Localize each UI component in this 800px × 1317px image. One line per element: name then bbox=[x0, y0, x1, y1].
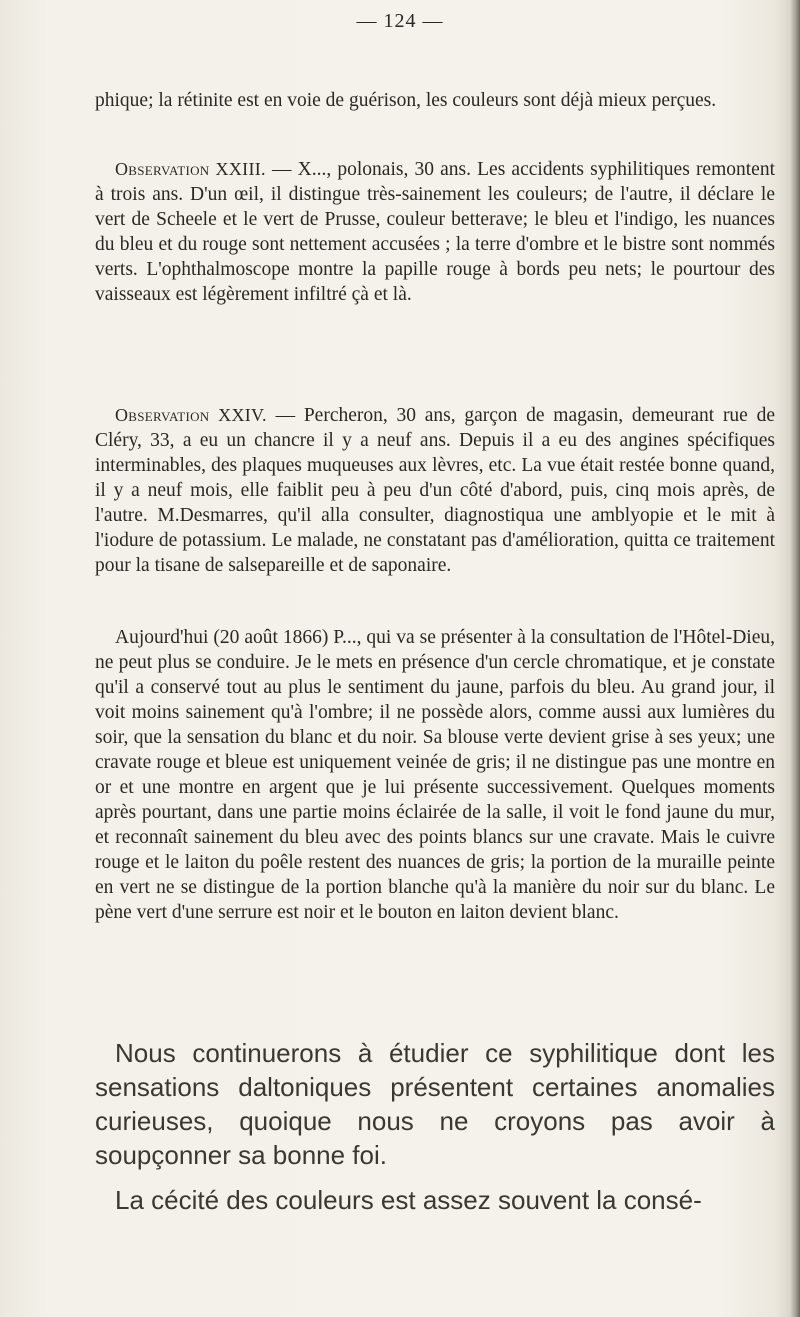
observation-23-label: Observation XXIII. bbox=[115, 159, 266, 179]
paragraph-observation-24 bbox=[95, 403, 775, 578]
paragraph-observation-23 bbox=[95, 157, 775, 307]
page-edge-shadow bbox=[790, 0, 800, 1317]
paragraph-continuation: phique; la rétinite est en voie de guérison, les couleurs sont déjà mieux perçues. bbox=[95, 90, 717, 111]
paragraph-conclusion: Nous continuerons à étudier ce syphilitique dont les sensations daltoniques présentent certaines anomalies curieuses, quoique nous ne croyons pas avoir à soupçonner sa bonne foi. bbox=[95, 1038, 775, 1170]
observation-24-label: Observation XXIV. bbox=[115, 405, 267, 425]
page-number: — 124 — bbox=[356, 10, 444, 32]
paragraph-consultation: Aujourd'hui (20 août 1866) P..., qui va se présenter à la consultation de l'Hôtel-Dieu, ne peut plus se conduire. Je le mets en présence d'un cercle chromatique, et je constate qu'il a conservé tout au plus le sentiment du jaune, parfois du bleu. Au grand jour, il voit moins sainement qu'à l'ombre; il ne possède alors, comme aussi aux lumières du soir, que la sensation du blanc et du noir. Sa blouse verte devient grise à ses yeux; une cravate rouge et bleue est uniquement veinée de gris; il ne distingue pas une montre en or et une montre en argent que je lui présente successivement. Quelques moments après pourtant, dans une partie moins éclairée de la salle, il voit le fond jaune du mur, et reconnaît sainement du bleu avec des points blancs sur une cravate. Mais le cuivre rouge et le laiton du poêle restent des nuances de gris; la portion de la muraille peinte en vert ne se distingue de la portion blanche qu'à la manière du noir sur du blanc. Le pène vert d'une serrure est noir et le bouton en laiton devient blanc. bbox=[95, 627, 775, 923]
observation-24-text: — Percheron, 30 ans, garçon de magasin, demeurant rue de Cléry, 33, a eu un chancre il y a neuf ans. Depuis il a eu des angines spécifiques interminables, des plaques muqueuses aux lèvres, etc. La vue était restée bonne quand, il y a neuf mois, elle faiblit peu à peu d'un côté d'abord, puis, cinq mois après, de l'autre. M.Desmarres, qu'il alla consulter, diagnostiqua une amblyopie et le mit à l'iodure de potassium. Le malade, ne constatant pas d'amélioration, quitta ce traitement pour la tisane de salsepareille et de saponaire. bbox=[95, 405, 775, 576]
observation-23-text: — X..., polonais, 30 ans. Les accidents syphilitiques remontent à trois ans. D'un œil, il distingue très-sainement les couleurs; de l'autre, il déclare le vert de Scheele et le vert de Prusse, couleur betterave; le bleu et l'indigo, les nuances du bleu et du rouge sont nettement accusées ; la terre d'ombre et le bistre sont nommés verts. L'ophthalmoscope montre la papille rouge à bords peu nets; le pourtour des vaisseaux est légèrement infiltré çà et là. bbox=[95, 159, 775, 305]
paragraph-next: La cécité des couleurs est assez souvent la consé- bbox=[115, 1185, 702, 1215]
